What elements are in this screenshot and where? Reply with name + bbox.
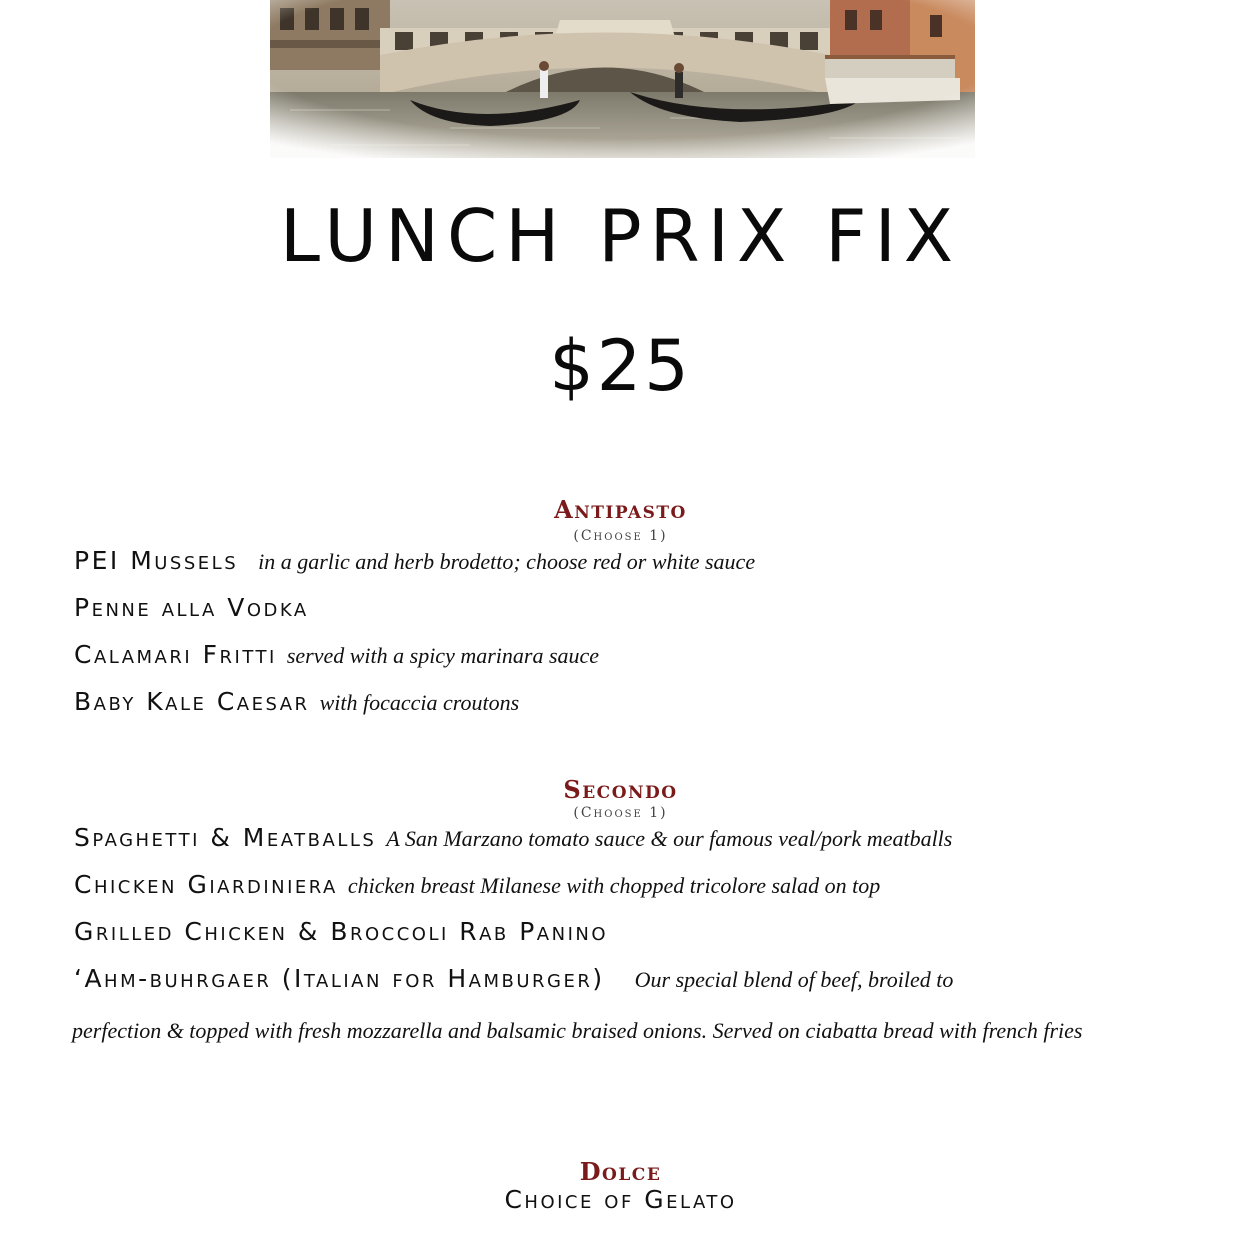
menu-item-spaghetti-meatballs [74, 823, 952, 857]
dolce-heading: Dolce [579, 1157, 662, 1186]
menu-item-desc: A San Marzano tomato sauce & our famous veal/pork meatballs [386, 826, 953, 851]
menu-item-desc: chicken breast Milanese with chopped tricolore salad on top [347, 873, 881, 898]
menu-item-baby-kale-caesar [74, 687, 519, 721]
menu-item-name: Grilled Chicken & Broccoli Rab Panino [74, 917, 609, 946]
menu-item-name: Baby Kale Caesar [74, 687, 310, 716]
secondo-choose-note: (Choose 1) [573, 805, 668, 821]
menu-item-penne-alla-vodka [74, 593, 309, 627]
menu-item-desc: with focaccia croutons [319, 690, 520, 715]
menu-price: $25 [549, 325, 692, 407]
menu-item-pei-mussels [74, 546, 755, 580]
menu-item-calamari-fritti [74, 640, 599, 674]
antipasto-heading: Antipasto [554, 495, 687, 524]
menu-item-desc-continued: perfection & topped with fresh mozzarella and balsamic braised onions. Served on ciabatta bread with french fries [72, 1018, 1083, 1043]
menu-item-gelato: Choice of Gelato [504, 1185, 737, 1214]
menu-item-name: Penne alla Vodka [74, 593, 309, 622]
antipasto-choose-note: (Choose 1) [573, 528, 668, 544]
venice-header-photo [270, 0, 975, 158]
menu-title: LUNCH PRIX FIX [279, 194, 962, 278]
secondo-heading: Secondo [563, 775, 678, 804]
menu-item-grilled-chicken-panino [74, 917, 608, 951]
menu-item-name: Calamari Fritti [74, 640, 277, 669]
menu-item-name: PEI Mussels [74, 546, 239, 575]
menu-item-desc: served with a spicy marinara sauce [286, 643, 600, 668]
menu-item-hamburger [74, 964, 953, 998]
menu-item-desc: in a garlic and herb brodetto; choose red or white sauce [258, 549, 756, 574]
menu-item-chicken-giardiniera [74, 870, 880, 904]
menu-item-name: Spaghetti & Meatballs [74, 823, 377, 852]
menu-item-name: Chicken Giardiniera [74, 870, 338, 899]
menu-item-desc: Our special blend of beef, broiled to [634, 967, 954, 992]
menu-item-name: ‘Ahm-buhrgaer (Italian for Hamburger) [74, 964, 605, 993]
